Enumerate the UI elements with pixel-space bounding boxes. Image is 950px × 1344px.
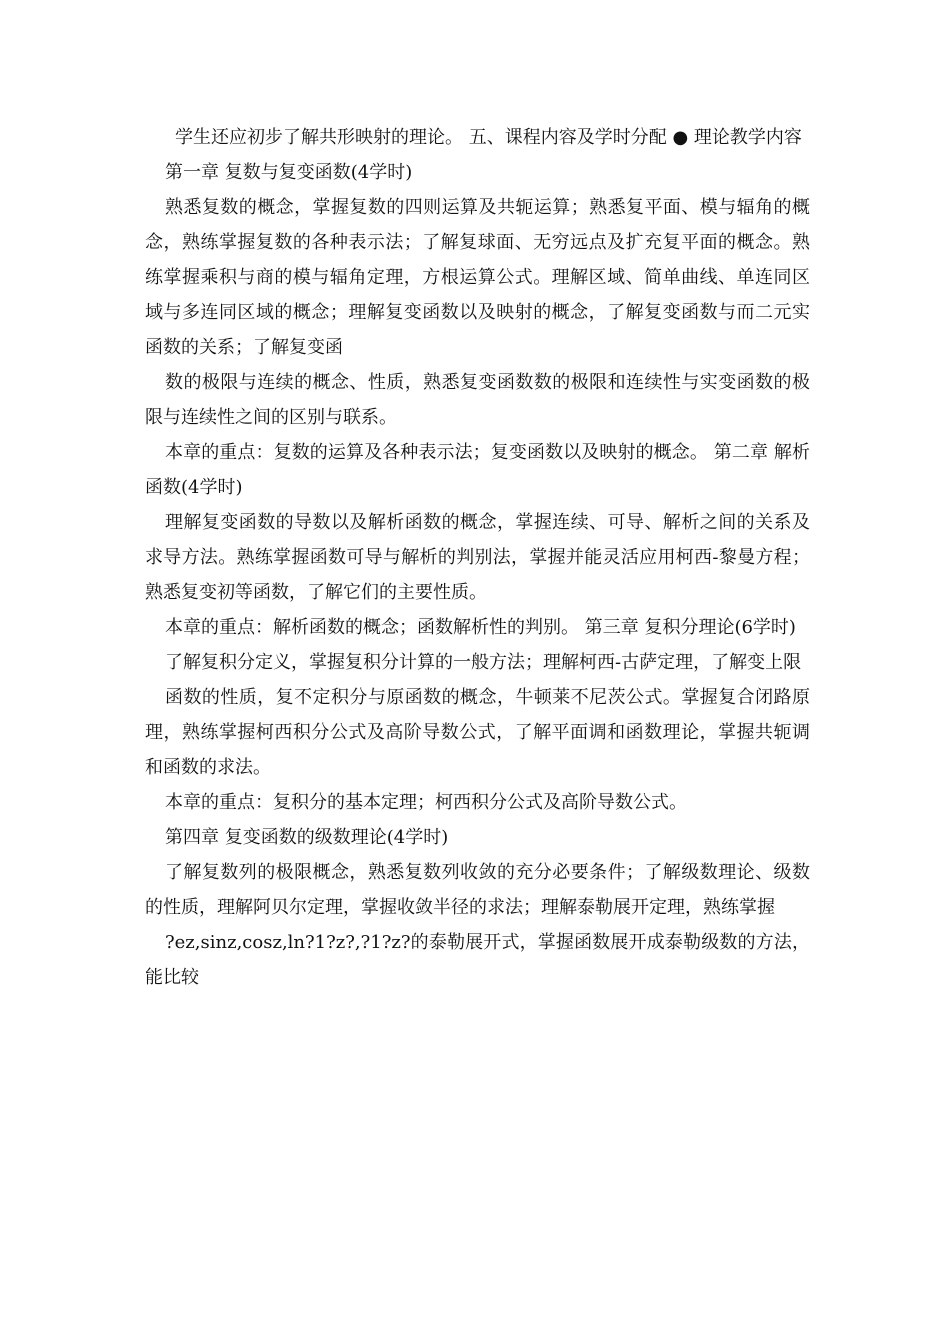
chapter-3-description-continued: 函数的性质，复不定积分与原函数的概念，牛顿莱不尼茨公式。掌握复合闭路原理，熟练掌握柯西积分公式及高阶导数公式，了解平面调和函数理论，掌握共轭调和函数的求法。 <box>145 687 810 778</box>
chapter-1-description-continued: 数的极限与连续的概念、性质，熟悉复变函数数的极限和连续性与实变函数的极限与连续性之间的区别与联系。 <box>145 372 810 428</box>
chapter-1-key-points: 本章的重点：复数的运算及各种表示法；复变函数以及映射的概念。 第二章 解析函数(4学时) <box>145 442 810 498</box>
chapter-3-key-points: 本章的重点：复积分的基本定理；柯西积分公式及高阶导数公式。 <box>165 792 687 813</box>
chapter-4-description: 了解复数列的极限概念，熟悉复数列收敛的充分必要条件；了解级数理论、级数的性质，理解阿贝尔定理，掌握收敛半径的求法；理解泰勒展开定理，熟练掌握 <box>145 862 810 918</box>
chapter-1-description: 熟悉复数的概念，掌握复数的四则运算及共轭运算；熟悉复平面、模与辐角的概念，熟练掌握复数的各种表示法；了解复球面、无穷远点及扩充复平面的概念。熟练掌握乘积与商的模与辐角定理，方根运算公式。理解区域、简单曲线、单连同区域与多连同区域的概念；理解复变函数以及映射的概念，了解复变函数与而二元实函数的关系；了解复变函 <box>145 197 810 358</box>
chapter-1-heading: 第一章 复数与复变函数(4学时) <box>165 162 413 183</box>
chapter-4-description-continued: ?ez,sinz,cosz,ln?1?z?,?1?z?的泰勒展开式，掌握函数展开成泰勒级数的方法，能比较 <box>145 932 810 988</box>
document-body <box>145 120 810 995</box>
chapter-2-description: 理解复变函数的导数以及解析函数的概念，掌握连续、可导、解析之间的关系及求导方法。熟练掌握函数可导与解析的判别法，掌握并能灵活应用柯西-黎曼方程；熟悉复变初等函数，了解它们的主要性质。 <box>145 512 810 603</box>
chapter-3-description: 了解复积分定义，掌握复积分计算的一般方法；理解柯西-古萨定理，了解变上限 <box>165 652 802 673</box>
paragraph-intro-course-content: 学生还应初步了解共形映射的理论。 五、课程内容及学时分配 ● 理论教学内容 <box>175 127 802 148</box>
chapter-4-heading: 第四章 复变函数的级数理论(4学时) <box>165 827 449 848</box>
chapter-2-key-points: 本章的重点：解析函数的概念；函数解析性的判别。 第三章 复积分理论(6学时) <box>165 617 796 638</box>
